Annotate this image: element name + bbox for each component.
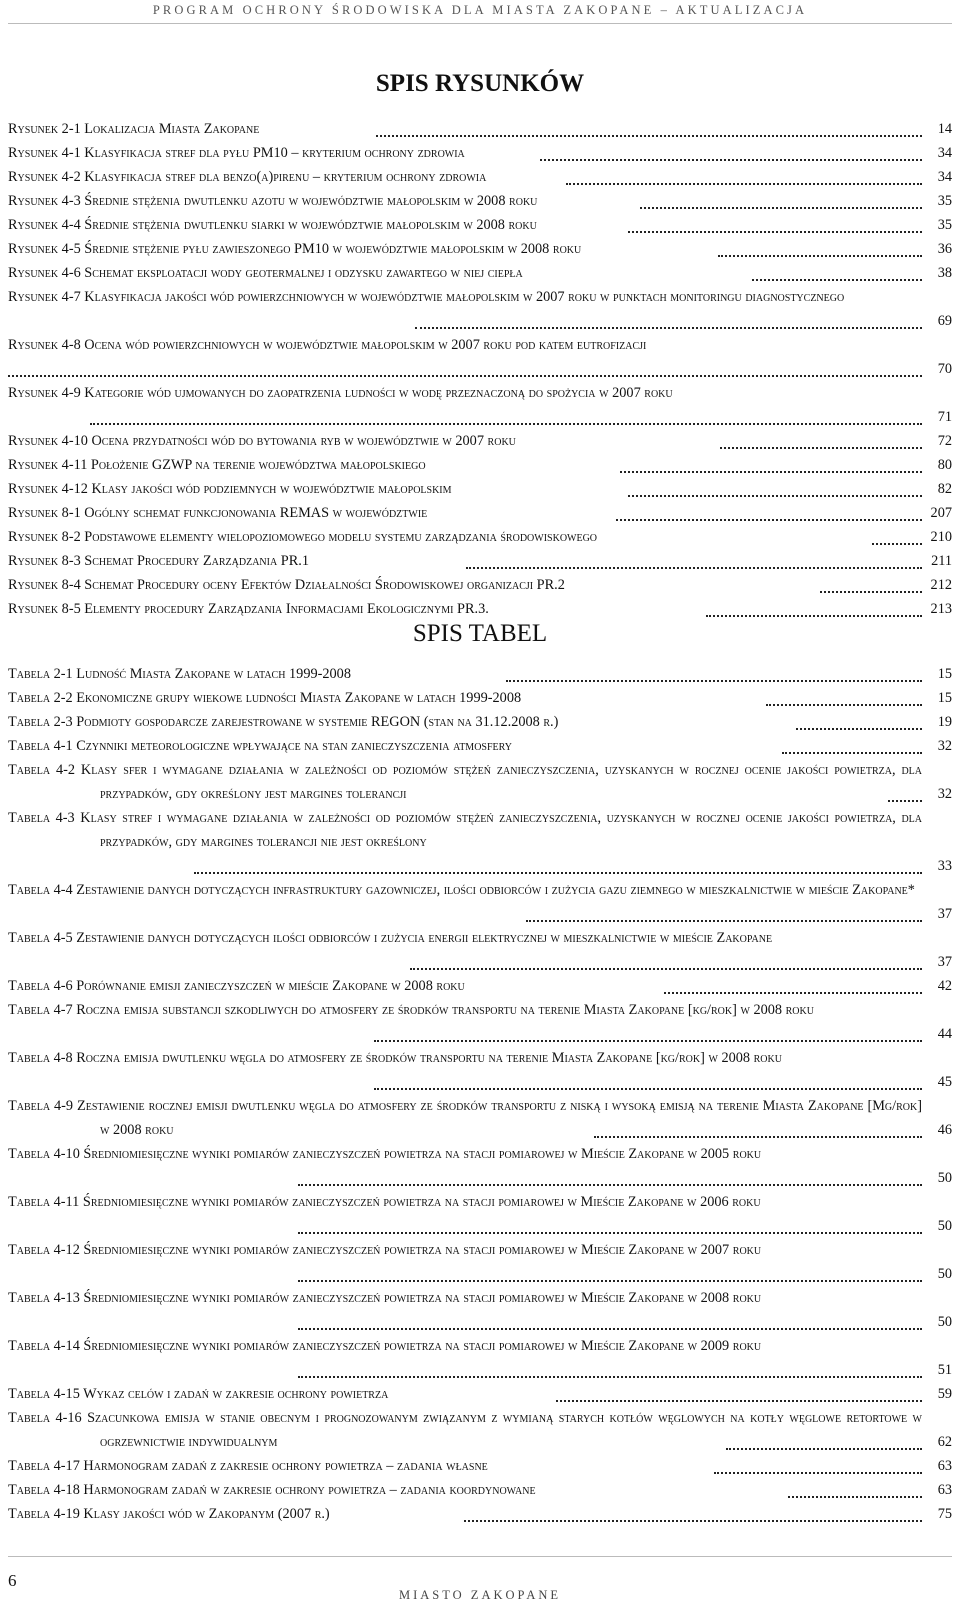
dot-leader	[415, 327, 922, 329]
table-entry-label: Tabela 4-13 Średniomiesięczne wyniki pomiarów zanieczyszczeń powietrza na stacji pomiarowej w Mieście Zakopane w 2008 roku	[8, 1290, 762, 1306]
dot-leader	[90, 423, 922, 425]
figure-entry-label: Rysunek 8-1 Ogólny schemat funkcjonowania REMAS w województwie	[8, 505, 428, 521]
table-entry-page: 33	[937, 858, 952, 874]
figure-entry-label: Rysunek 4-11 Położenie GZWP na terenie województwa małopolskiego	[8, 457, 426, 473]
dot-leader	[796, 728, 922, 730]
dot-leader	[376, 135, 922, 137]
table-entry[interactable]	[8, 758, 952, 806]
figure-entry-label: Rysunek 4-5 Średnie stężenie pyłu zawieszonego PM10 w województwie małopolskim w 2008 roku	[8, 241, 582, 257]
figure-entry-label: Rysunek 4-4 Średnie stężenia dwutlenku siarki w województwie małopolskim w 2008 roku	[8, 217, 537, 233]
figure-entry-page: 72	[937, 433, 952, 449]
table-entry-page: 63	[937, 1482, 952, 1498]
figure-entry-label: Rysunek 4-8 Ocena wód powierzchniowych w województwie małopolskim w 2007 roku pod katem eutrofizacji	[8, 337, 647, 353]
table-entry-page: 50	[937, 1218, 952, 1234]
table-entry-label: Tabela 4-4 Zestawienie danych dotyczących infrastruktury gazowniczej, ilości odbiorców i zużycia gazu ziemnego w mieszkalnictwie w mieście Zakopane*	[8, 882, 915, 898]
figure-entry-label: Rysunek 4-6 Schemat eksploatacji wody geotermalnej i odzysku zawartego w niej ciepła	[8, 265, 523, 281]
page-number: 6	[8, 1571, 17, 1590]
table-entry-label: Tabela 4-2 Klasy sfer i wymagane działania w zależności od poziomów stężeń zanieczyszczenia, uzyskanych w rocznej ocenie jakości powietrza, dla przypadków, gdy określony jest margines tolerancji	[8, 762, 922, 802]
figure-entry[interactable]	[8, 189, 952, 213]
table-entry[interactable]	[8, 974, 952, 998]
figure-entry-page: 212	[930, 577, 952, 593]
table-entry-page: 59	[937, 1386, 952, 1402]
figure-entry-label: Rysunek 8-2 Podstawowe elementy wielopoziomowego modelu systemu zarządzania środowiskowego	[8, 529, 598, 545]
table-entry[interactable]	[8, 1046, 952, 1094]
dot-leader	[752, 279, 922, 281]
table-entry[interactable]	[8, 1478, 952, 1502]
table-entry-page: 62	[937, 1434, 952, 1450]
figure-entry[interactable]	[8, 429, 952, 453]
figure-entry-label: Rysunek 4-9 Kategorie wód ujmowanych do zaopatrzenia ludności w wodę przeznaczoną do spożycia w 2007 roku	[8, 385, 673, 401]
table-entry-label: Tabela 2-2 Ekonomiczne grupy wiekowe ludności Miasta Zakopane w latach 1999-2008	[8, 690, 522, 706]
header-divider	[8, 23, 952, 24]
tables-list-title: SPIS TABEL	[412, 620, 548, 647]
table-entry[interactable]	[8, 1502, 952, 1526]
dot-leader	[714, 1472, 922, 1474]
figure-entry-page: 14	[937, 121, 952, 137]
figure-entry-page: 207	[930, 505, 952, 521]
table-entry-page: 50	[937, 1170, 952, 1186]
dot-leader	[374, 1088, 922, 1090]
table-entry-page: 15	[937, 690, 952, 706]
figure-entry-page: 35	[937, 193, 952, 209]
dot-leader	[788, 1496, 922, 1498]
dot-leader	[718, 255, 922, 257]
figure-entry[interactable]	[8, 213, 952, 237]
table-entry-page: 75	[937, 1506, 952, 1522]
dot-leader	[464, 1520, 922, 1522]
dot-leader	[640, 207, 922, 209]
dot-leader	[664, 992, 922, 994]
figure-entry[interactable]	[8, 117, 952, 141]
dot-leader	[8, 375, 922, 377]
figure-entry[interactable]	[8, 597, 952, 621]
figure-entry-label: Rysunek 4-10 Ocena przydatności wód do bytowania ryb w województwie w 2007 roku	[8, 433, 516, 449]
table-entry[interactable]	[8, 1382, 952, 1406]
figure-entry[interactable]	[8, 237, 952, 261]
table-entry-page: 37	[937, 954, 952, 970]
figure-entry-label: Rysunek 4-3 Średnie stężenia dwutlenku azotu w województwie małopolskim w 2008 roku	[8, 193, 538, 209]
dot-leader	[298, 1376, 922, 1378]
table-entry-page: 63	[937, 1458, 952, 1474]
table-entry[interactable]	[8, 686, 952, 710]
dot-leader	[566, 183, 922, 185]
dot-leader	[374, 1040, 922, 1042]
table-entry-page: 32	[937, 786, 952, 802]
table-entry-label: Tabela 4-15 Wykaz celów i zadań w zakresie ochrony powietrza	[8, 1386, 389, 1402]
table-entry-label: Tabela 4-12 Średniomiesięczne wyniki pomiarów zanieczyszczeń powietrza na stacji pomiarowej w Mieście Zakopane w 2007 roku	[8, 1242, 762, 1258]
table-entry[interactable]	[8, 710, 952, 734]
table-entry-label: Tabela 4-17 Harmonogram zadań z zakresie ochrony powietrza – zadania własne	[8, 1458, 488, 1474]
table-entry[interactable]	[8, 878, 952, 926]
footer-divider	[8, 1556, 952, 1557]
table-entry-label: Tabela 4-3 Klasy stref i wymagane działania w zależności od poziomów stężeń zanieczyszczenia, uzyskanych w rocznej ocenie jakości powietrza, dla przypadków, gdy margines tolerancji nie jest określony	[8, 810, 922, 850]
dot-leader	[556, 1400, 922, 1402]
figure-entry-label: Rysunek 8-3 Schemat Procedury Zarządzania PR.1	[8, 553, 309, 569]
table-entry-page: 37	[937, 906, 952, 922]
dot-leader	[782, 752, 922, 754]
figure-entry-label: Rysunek 4-7 Klasyfikacja jakości wód powierzchniowych w województwie małopolskim w 2007 roku w punktach monitoringu diagnostycznego	[8, 289, 845, 305]
table-entry-label: Tabela 2-3 Podmioty gospodarcze zarejestrowane w systemie REGON (stan na 31.12.2008 r.)	[8, 714, 559, 730]
table-entry[interactable]	[8, 998, 952, 1046]
table-entry[interactable]	[8, 1286, 952, 1334]
figure-entry-page: 36	[937, 241, 952, 257]
figure-entry-page: 210	[930, 529, 952, 545]
dot-leader	[720, 447, 922, 449]
figure-entry[interactable]	[8, 525, 952, 549]
table-entry-label: Tabela 4-7 Roczna emisja substancji szkodliwych do atmosfery ze środków transportu na terenie Miasta Zakopane [kg/rok] w 2008 roku	[8, 1002, 814, 1018]
dot-leader	[594, 1136, 922, 1138]
footer-name: MIASTO ZAKOPANE	[398, 1588, 562, 1602]
table-entry-page: 51	[937, 1362, 952, 1378]
table-entry[interactable]	[8, 1190, 952, 1238]
table-entry[interactable]	[8, 926, 952, 974]
dot-leader	[540, 159, 922, 161]
figure-entry-page: 34	[937, 169, 952, 185]
figure-entry[interactable]	[8, 501, 952, 525]
dot-leader	[726, 1448, 922, 1450]
table-entry-label: Tabela 4-9 Zestawienie rocznej emisji dwutlenku węgla do atmosfery ze środków transportu z niską i wysoką emisją na terenie Miasta Zakopane [Mg/rok] w 2008 roku	[8, 1098, 922, 1138]
figure-entry-page: 80	[937, 457, 952, 473]
figure-entry-page: 35	[937, 217, 952, 233]
table-entry-label: Tabela 4-10 Średniomiesięczne wyniki pomiarów zanieczyszczeń powietrza na stacji pomiarowej w Mieście Zakopane w 2005 roku	[8, 1146, 762, 1162]
figure-entry[interactable]	[8, 333, 952, 381]
table-entry-page: 19	[937, 714, 952, 730]
dot-leader	[766, 704, 922, 706]
figure-entry[interactable]	[8, 381, 952, 429]
table-entry-page: 46	[937, 1122, 952, 1138]
table-entry-label: Tabela 4-14 Średniomiesięczne wyniki pomiarów zanieczyszczeń powietrza na stacji pomiarowej w Mieście Zakopane w 2009 roku	[8, 1338, 762, 1354]
figure-entry[interactable]	[8, 573, 952, 597]
dot-leader	[706, 615, 922, 617]
table-entry-page: 45	[937, 1074, 952, 1090]
dot-leader	[298, 1328, 922, 1330]
table-entry-label: Tabela 4-8 Roczna emisja dwutlenku węgla do atmosfery ze środków transportu na terenie Miasta Zakopane [kg/rok] w 2008 roku	[8, 1050, 782, 1066]
running-header: PROGRAM OCHRONY ŚRODOWISKA DLA MIASTA ZAKOPANE – AKTUALIZACJA	[152, 3, 808, 17]
figure-entry[interactable]	[8, 549, 952, 573]
table-entry[interactable]	[8, 734, 952, 758]
figure-entry-page: 38	[937, 265, 952, 281]
figure-entry-page: 213	[930, 601, 952, 617]
figure-entry[interactable]	[8, 477, 952, 501]
table-entry[interactable]	[8, 806, 952, 878]
table-entry-label: Tabela 4-5 Zestawienie danych dotyczących ilości odbiorców i zużycia energii elektrycznej w mieszkalnictwie w mieście Zakopane	[8, 930, 773, 946]
table-entry[interactable]	[8, 1094, 952, 1142]
table-entry-page: 50	[937, 1266, 952, 1282]
dot-leader	[298, 1184, 922, 1186]
figure-entry-page: 34	[937, 145, 952, 161]
figure-entry-label: Rysunek 2-1 Lokalizacja Miasta Zakopane	[8, 121, 260, 137]
figure-entry[interactable]	[8, 453, 952, 477]
table-entry-label: Tabela 4-16 Szacunkowa emisja w stanie obecnym i prognozowanym związanym z wymianą starych kotłów węglowych na kotły węglowe retortowe w ogrzewnictwie indywidualnym	[8, 1410, 922, 1450]
table-entry-page: 50	[937, 1314, 952, 1330]
figure-entry-page: 70	[937, 361, 952, 377]
dot-leader	[620, 471, 922, 473]
dot-leader	[410, 968, 922, 970]
table-entry-page: 44	[937, 1026, 952, 1042]
table-entry-label: Tabela 4-18 Harmonogram zadań w zakresie ochrony powietrza – zadania koordynowane	[8, 1482, 536, 1498]
table-entry-label: Tabela 2-1 Ludność Miasta Zakopane w latach 1999-2008	[8, 666, 351, 682]
dot-leader	[506, 680, 922, 682]
dot-leader	[616, 519, 922, 521]
figures-list	[8, 117, 952, 621]
figure-entry-label: Rysunek 8-4 Schemat Procedury oceny Efektów Działalności Środowiskowej organizacji PR.2	[8, 577, 565, 593]
table-entry-label: Tabela 4-19 Klasy jakości wód w Zakopanym (2007 r.)	[8, 1506, 330, 1522]
dot-leader	[628, 495, 922, 497]
dot-leader	[526, 920, 922, 922]
table-entry[interactable]	[8, 1142, 952, 1190]
dot-leader	[298, 1232, 922, 1234]
dot-leader	[466, 567, 922, 569]
table-entry-page: 15	[937, 666, 952, 682]
dot-leader	[888, 800, 922, 802]
table-entry[interactable]	[8, 1406, 952, 1454]
table-entry-label: Tabela 4-11 Średniomiesięczne wyniki pomiarów zanieczyszczeń powietrza na stacji pomiarowej w Mieście Zakopane w 2006 roku	[8, 1194, 761, 1210]
figure-entry-page: 71	[937, 409, 952, 425]
figure-entry[interactable]	[8, 141, 952, 165]
tables-list	[8, 662, 952, 1526]
figure-entry-label: Rysunek 8-5 Elementy procedury Zarządzania Informacjami Ekologicznymi PR.3.	[8, 601, 489, 617]
figure-entry-label: Rysunek 4-1 Klasyfikacja stref dla pyłu PM10 – kryterium ochrony zdrowia	[8, 145, 465, 161]
table-entry[interactable]	[8, 1238, 952, 1286]
table-entry-page: 42	[937, 978, 952, 994]
table-entry-page: 32	[937, 738, 952, 754]
table-entry-label: Tabela 4-1 Czynniki meteorologiczne wpływające na stan zanieczyszczenia atmosfery	[8, 738, 512, 754]
figure-entry-page: 82	[937, 481, 952, 497]
table-entry[interactable]	[8, 1454, 952, 1478]
figure-entry[interactable]	[8, 165, 952, 189]
figure-entry[interactable]	[8, 261, 952, 285]
figure-entry[interactable]	[8, 285, 952, 333]
dot-leader	[820, 591, 922, 593]
table-entry[interactable]	[8, 1334, 952, 1382]
figure-entry-label: Rysunek 4-12 Klasy jakości wód podziemnych w województwie małopolskim	[8, 481, 452, 497]
table-entry-label: Tabela 4-6 Porównanie emisji zanieczyszczeń w mieście Zakopane w 2008 roku	[8, 978, 465, 994]
table-entry[interactable]	[8, 662, 952, 686]
figure-entry-page: 69	[937, 313, 952, 329]
figure-entry-page: 211	[931, 553, 952, 569]
dot-leader	[872, 543, 922, 545]
figures-list-title: SPIS RYSUNKÓW	[375, 70, 585, 97]
dot-leader	[194, 872, 922, 874]
dot-leader	[628, 231, 922, 233]
dot-leader	[298, 1280, 922, 1282]
figure-entry-label: Rysunek 4-2 Klasyfikacja stref dla benzo(a)pirenu – kryterium ochrony zdrowia	[8, 169, 487, 185]
